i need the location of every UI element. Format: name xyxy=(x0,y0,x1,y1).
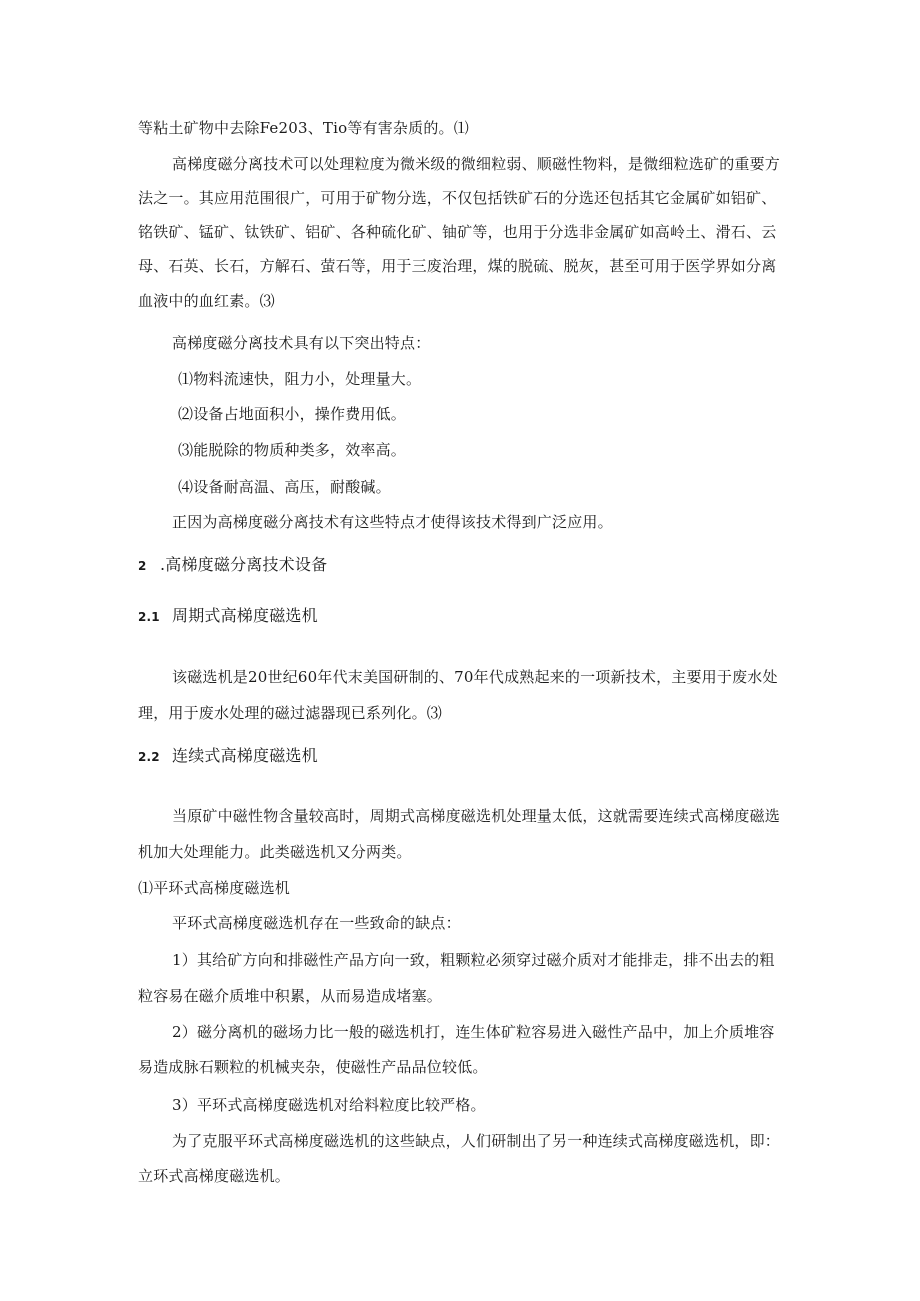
paragraph-line: 等粘土矿物中去除Fe203、Tio等有害杂质的。⑴ xyxy=(138,119,469,137)
section-number: 2.2 xyxy=(138,750,160,764)
feature-item: ⑶能脱除的物质种类多，效率高。 xyxy=(178,441,407,459)
paragraph-line: 为了克服平环式高梯度磁选机的这些缺点，人们研制出了另一种连续式高梯度磁选机，即： xyxy=(172,1132,781,1150)
paragraph-line: 正因为高梯度磁分离技术有这些特点才使得该技术得到广泛应用。 xyxy=(172,513,613,531)
defect-item: 2）磁分离机的磁场力比一般的磁选机打，连生体矿粒容易进入磁性产品中，加上介质堆容 xyxy=(172,1023,775,1041)
paragraph-line: 血液中的血红素。⑶ xyxy=(138,292,275,310)
paragraph-line: 高梯度磁分离技术可以处理粒度为微米级的微细粒弱、顺磁性物料，是微细粒选矿的重要方 xyxy=(172,155,781,173)
paragraph-line: 平环式高梯度磁选机存在一些致命的缺点： xyxy=(172,914,461,932)
section-title: .高梯度磁分离技术设备 xyxy=(160,555,328,574)
subsection-heading: ⑴平环式高梯度磁选机 xyxy=(138,879,291,897)
paragraph-line: 立环式高梯度磁选机。 xyxy=(138,1167,291,1185)
feature-item: ⑴物料流速快，阻力小，处理量大。 xyxy=(178,370,422,388)
defect-item: 1）其给矿方向和排磁性产品方向一致，粗颗粒必须穿过磁介质对才能排走，排不出去的粗 xyxy=(172,951,775,969)
paragraph-line: 法之一。其应用范围很广，可用于矿物分选，不仅包括铁矿石的分选还包括其它金属矿如铝矿、 xyxy=(138,189,777,207)
paragraph-line: 理，用于废水处理的磁过滤器现已系列化。⑶ xyxy=(138,704,443,722)
paragraph-line: 母、石英、长石，方解石、萤石等，用于三废治理，煤的脱硫、脱灰，甚至可用于医学界如分离 xyxy=(138,257,777,275)
section-number: 2 xyxy=(138,559,147,573)
paragraph-line: 该磁选机是20世纪60年代末美国研制的、70年代成熟起来的一项新技术，主要用于废水处 xyxy=(172,668,778,686)
paragraph-line: 机加大处理能力。此类磁选机又分两类。 xyxy=(138,843,412,861)
section-title: 连续式高梯度磁选机 xyxy=(172,746,318,765)
section-title: 周期式高梯度磁选机 xyxy=(172,606,318,625)
feature-item: ⑷设备耐高温、高压，耐酸碱。 xyxy=(178,478,391,496)
section-heading-2 xyxy=(138,555,798,576)
section-heading-2-1 xyxy=(138,606,798,627)
paragraph-line: 高梯度磁分离技术具有以下突出特点： xyxy=(172,334,431,352)
paragraph-line: 铭铁矿、锰矿、钛铁矿、铝矿、各种硫化矿、铀矿等，也用于分选非金属矿如高岭土、滑石、云 xyxy=(138,223,777,241)
section-heading-2-2 xyxy=(138,746,798,767)
defect-item: 3）平环式高梯度磁选机对给料粒度比较严格。 xyxy=(172,1096,486,1114)
paragraph-line: 当原矿中磁性物含量较高时，周期式高梯度磁选机处理量太低，这就需要连续式高梯度磁选 xyxy=(172,807,781,825)
section-number: 2.1 xyxy=(138,610,160,624)
feature-item: ⑵设备占地面积小，操作费用低。 xyxy=(178,405,407,423)
paragraph-line: 易造成脉石颗粒的机械夹杂，使磁性产品品位较低。 xyxy=(138,1058,488,1076)
paragraph-line: 粒容易在磁介质堆中积累，从而易造成堵塞。 xyxy=(138,987,443,1005)
